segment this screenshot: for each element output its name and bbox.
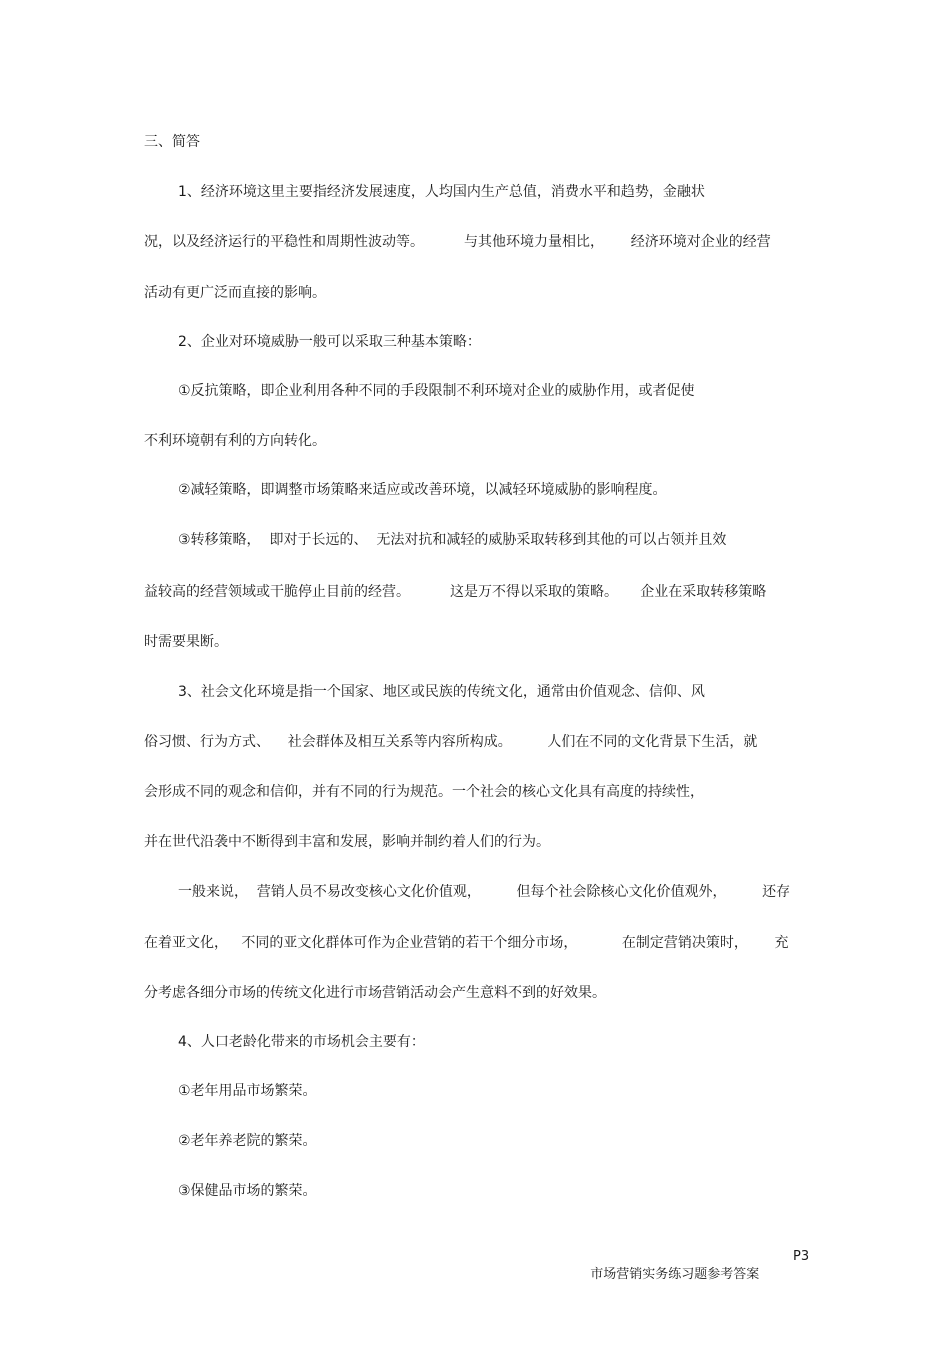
answer-2-line-3: 不利环境朝有利的方向转化。 [144,433,326,449]
answer-4-line-1: 4、人口老龄化带来的市场机会主要有： [178,1034,425,1050]
answer-2-line-2: ①反抗策略，即企业利用各种不同的手段限制不利环境对企业的威胁作用，或者促使 [178,383,695,399]
answer-1-line-3: 活动有更广泛而直接的影响。 [144,285,326,301]
page-number: P3 [793,1249,810,1264]
answer-2-line-4: ②减轻策略，即调整市场策略来适应或改善环境，以减轻环境威胁的影响程度。 [178,482,667,498]
answer-3-line-7: 分考虑各细分市场的传统文化进行市场营销活动会产生意料不到的好效果。 [144,985,606,1001]
answer-3-line-2: 俗习惯、行为方式、 社会群体及相互关系等内容所构成。 人们在不同的文化背景下生活，就 [144,734,758,750]
answer-1-line-2: 况，以及经济运行的平稳性和周期性波动等。 与其他环境力量相比， 经济环境对企业的经营 [144,234,771,250]
answer-3-line-4: 并在世代沿袭中不断得到丰富和发展，影响并制约着人们的行为。 [144,834,550,850]
footer-doc-title: 市场营销实务练习题参考答案 [590,1267,760,1282]
answer-2-line-1: 2、企业对环境威胁一般可以采取三种基本策略： [178,334,481,350]
section-title: 三、简答 [144,134,200,150]
answer-2-line-6: 益较高的经营领域或干脆停止目前的经营。 这是万不得以采取的策略。 企业在采取转移策略 [144,584,767,600]
answer-4-line-3: ②老年养老院的繁荣。 [178,1133,317,1149]
answer-3-line-5: 一般来说， 营销人员不易改变核心文化价值观， 但每个社会除核心文化价值观外， 还存 [178,884,791,900]
answer-2-line-5: ③转移策略， 即对于长远的、 无法对抗和减轻的威胁采取转移到其他的可以占领并且效 [178,532,727,548]
answer-3-line-6: 在着亚文化， 不同的亚文化群体可作为企业营销的若干个细分市场， 在制定营销决策时， 充 [144,935,789,951]
answer-4-line-2: ①老年用品市场繁荣。 [178,1083,317,1099]
answer-3-line-1: 3、社会文化环境是指一个国家、地区或民族的传统文化，通常由价值观念、信仰、风 [178,684,705,700]
page-footer [582,1248,810,1302]
answer-4-line-4: ③保健品市场的繁荣。 [178,1183,317,1199]
answer-2-line-7: 时需要果断。 [144,634,228,650]
answer-1-line-1: 1、经济环境这里主要指经济发展速度，人均国内生产总值，消费水平和趋势，金融状 [178,184,705,200]
answer-3-line-3: 会形成不同的观念和信仰，并有不同的行为规范。一个社会的核心文化具有高度的持续性， [144,784,704,800]
